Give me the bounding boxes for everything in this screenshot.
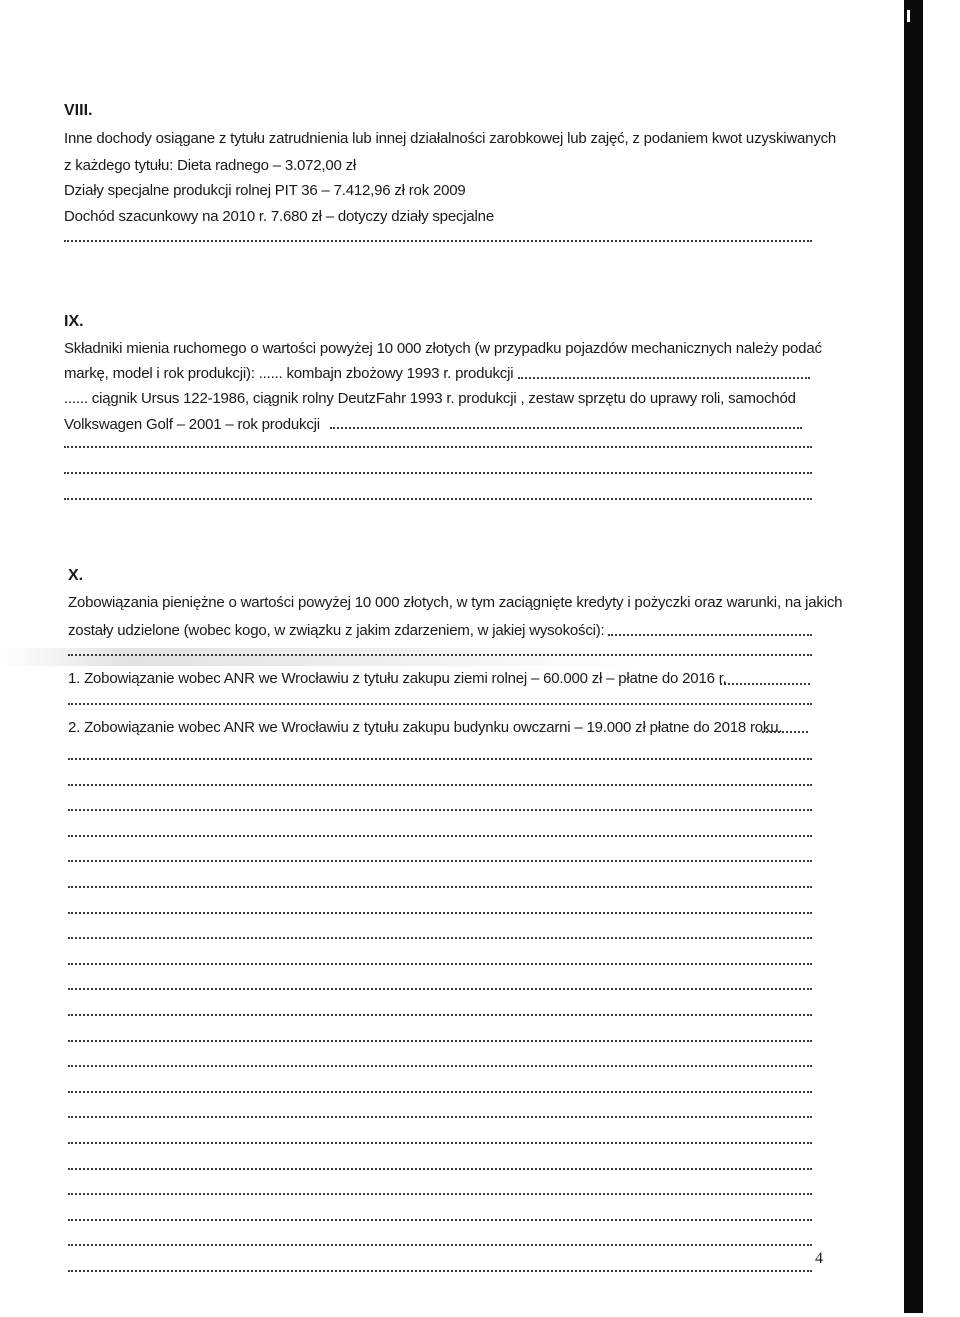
blank-fill-line [68, 1142, 812, 1144]
blank-fill-line [68, 654, 812, 656]
section-viii-line-4: Dochód szacunkowy na 2010 r. 7.680 zł – dotyczy działy specjalne [64, 208, 494, 225]
blank-fill-line [64, 472, 812, 474]
blank-fill-line [68, 963, 812, 965]
section-x-heading: X. [68, 567, 84, 584]
blank-fill-line [68, 1116, 812, 1118]
section-x-line-1: Zobowiązania pieniężne o wartości powyżej 10 000 złotych, w tym zaciągnięte kredyty i pożyczki oraz warunki, na jakich [68, 594, 843, 611]
section-ix-line-4: Volkswagen Golf – 2001 – rok produkcji [64, 416, 320, 433]
blank-fill-line [68, 809, 812, 811]
scan-smudge [0, 648, 640, 666]
blank-fill-line [64, 446, 812, 448]
blank-fill-line [68, 860, 812, 862]
blank-fill-line [68, 886, 812, 888]
blank-fill-line [64, 240, 812, 242]
section-ix-line-2: markę, model i rok produkcji): ...... kombajn zbożowy 1993 r. produkcji [64, 365, 514, 382]
scan-edge-mark [907, 10, 910, 22]
section-viii-line-1: Inne dochody osiągane z tytułu zatrudnienia lub innej działalności zarobkowej lub zajęć, z podaniem kwot uzyskiwanych [64, 130, 837, 147]
blank-fill-line [68, 1219, 812, 1221]
page-number: 4 [815, 1250, 823, 1267]
obligation-item-1: 1. Zobowiązanie wobec ANR we Wrocławiu z tytułu zakupu ziemi rolnej – 60.000 zł – płatne do 2016 r. [68, 670, 727, 687]
blank-fill-line [68, 1168, 812, 1170]
blank-fill-line [720, 683, 810, 685]
blank-fill-line [762, 731, 808, 733]
blank-fill-line [68, 784, 812, 786]
section-viii-line-3: Działy specjalne produkcji rolnej PIT 36 – 7.412,96 zł rok 2009 [64, 182, 466, 199]
blank-fill-line [330, 427, 802, 429]
blank-fill-line [608, 634, 812, 636]
blank-fill-line [68, 758, 812, 760]
section-ix-line-1: Składniki mienia ruchomego o wartości powyżej 10 000 złotych (w przypadku pojazdów mechanicznych należy podać [64, 340, 822, 357]
blank-fill-line [64, 498, 812, 500]
scan-edge-bar [904, 0, 923, 1313]
blank-fill-line [68, 912, 812, 914]
blank-fill-line [68, 1040, 812, 1042]
blank-fill-line [68, 1091, 812, 1093]
section-viii-line-2: z każdego tytułu: Dieta radnego – 3.072,00 zł [64, 157, 357, 174]
blank-fill-line [68, 1193, 812, 1195]
obligation-item-2: 2. Zobowiązanie wobec ANR we Wrocławiu z tytułu zakupu budynku owczarni – 19.000 zł płatne do 2018 roku. [68, 719, 783, 736]
blank-fill-line [68, 988, 812, 990]
section-ix-line-3: ...... ciągnik Ursus 122-1986, ciągnik rolny DeutzFahr 1993 r. produkcji , zestaw sprzętu do uprawy roli, samochód [64, 390, 796, 407]
blank-fill-line [68, 835, 812, 837]
blank-fill-line [68, 1014, 812, 1016]
section-viii-heading: VIII. [64, 102, 93, 119]
section-ix-heading: IX. [64, 313, 84, 330]
blank-fill-line [68, 1244, 812, 1246]
blank-fill-line [518, 377, 810, 379]
blank-fill-line [68, 1270, 812, 1272]
blank-fill-line [68, 1065, 812, 1067]
section-x-line-2: zostały udzielone (wobec kogo, w związku z jakim zdarzeniem, w jakiej wysokości): [68, 622, 605, 639]
blank-fill-line [68, 937, 812, 939]
blank-fill-line [68, 703, 812, 705]
